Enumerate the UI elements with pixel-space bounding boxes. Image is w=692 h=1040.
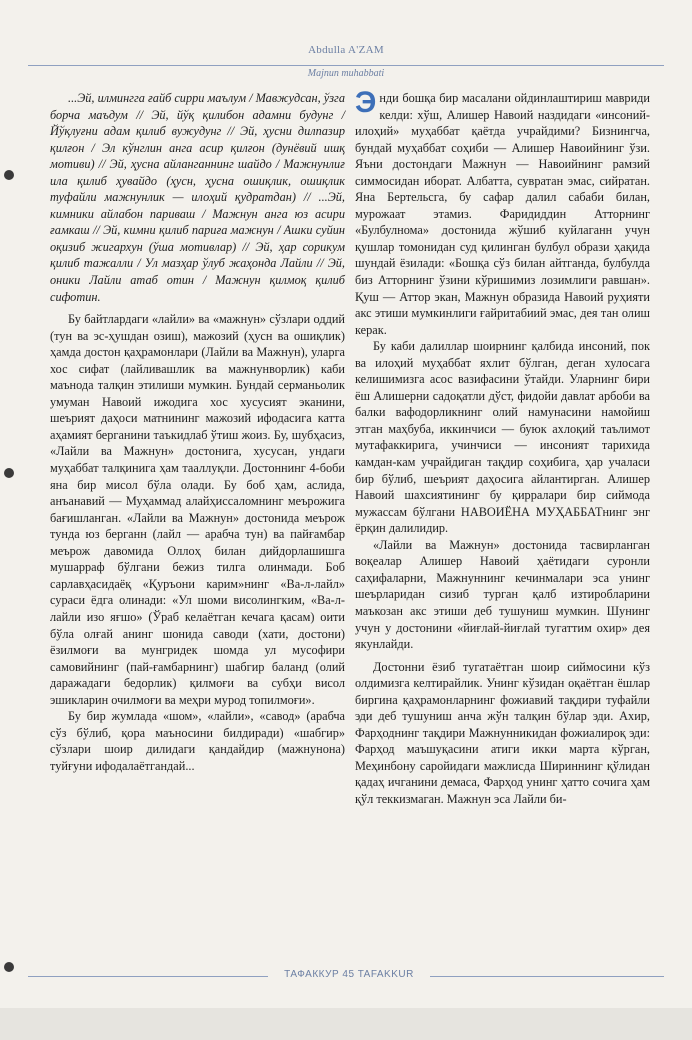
punch-hole-icon xyxy=(4,962,14,972)
paragraph-text: нди бошқа бир масалани ойдинлаштириш мавриди келди: хўш, Алишер Навоий наздидаги «инсоний-илоҳий» муҳаббат қаётда учрайдими? Бизнингча, бундай муҳаббат соҳиби — Алишер Навоийнинг ўзи. Яъни достондаги Мажнун — Навоийнинг рамзий симмосидан иборат. Албатта, сувратан эмас, сийратан. Яна Бертельсга, бу сафар далил сабаби билан, мурожаат этамиз. Фаридиддин Атторнинг «Булбулнома» достонида жўшиб куйлаганн учун қушлар томонидан суд қилинган булбул образи ҳақида шундай ёзилади: «Бошқа сўз билан айтганда, булбулда биз Атторнинг ўзини кўришимиз лозимлиги равшан». Қуш — Аттор экан, Мажнун образида Навоий руҳияти акс этиши мумкинлиги ғайритабиий эмас, дея тан олиш керак. xyxy=(355,91,650,337)
footer-rule-left xyxy=(28,976,268,977)
body-paragraph: Бу бир жумлада «шом», «лайли», «савод» (арабча сўз бўлиб, қора маъносини билдиради) «шабгир» сўзлари шоир дилидаги қандайдир (мажнунона) туйғуни ифодалаётгандай... xyxy=(50,709,345,773)
header-rule xyxy=(28,65,664,66)
running-head-subtitle: Majnun muhabbati xyxy=(307,68,385,79)
punch-hole-icon xyxy=(4,170,14,180)
body-paragraph xyxy=(355,86,650,338)
footer-page-number: ТАФАККУР 45 TAFAKKUR xyxy=(284,969,414,980)
footer-rule-right xyxy=(430,976,664,977)
body-paragraph: Бу байтлардаги «лайли» ва «мажнун» сўзлари оддий (тун ва эс-ҳушдан озиш), мажозий (ҳусн ва ошиқлик) ҳамда достон қаҳрамонлари (Лайли ва Мажнун), уларга хос сифат (лайливашлик ва мажнунворлик) каби маънода талқин этилиши мумкин. Бундай серманьолик умуман Навоий ижодига хос хусусият эканини, шеърият даҳоси матнининг мажозий ифодасига катта аҳамият берганини таъкидлаб ўтиш жоиз. Бу, шубҳасиз, «Лайли ва Мажнун» достонига, хусусан, ундаги муҳаббат талқинига ҳам тааллуқли. Достоннинг 4-боби яна бир мисол бўла олади. Бу боб ҳам, аслида, анъанавий — Муҳаммад алайҳиссаломнинг меърожига бағишланган. «Лайли ва Мажнун» достонида меърож тунда юз берганн (лайл — арабча тун) ва пайғамбар меърож давомида Оллоҳ билан дийдорлашишга мушарраф бўлгани бежиз тилга олинмади. Боб сарлавҳасидаёқ «Қуръони карим»нинг «Ва-л-лайл» сураси ёдга олинади: «Ул шоми висолингким, «Ва-л-лайли изо яғшо» (Ўраб келаётган кечага қасам) оити бўла олғай анинг шонида саводи (хати, достони) ёзилмоғи ва мунгридек шомда ул мусофири самовийнинг (пай-ғамбарнинг) шабгир баланд (олий даражадаги бедорлик) қилмоғи ва субҳи висол эшикларин очилмоғи ва меҳри мурод топилмоғи». xyxy=(50,312,345,707)
body-paragraph: Достонни ёзиб тугатаётган шоир сиймосини кўз олдимизга келтирайлик. Унинг кўзидан оқаётган ёшлар биргина қаҳрамонларнинг фожиавий тақдири туфайли эди деб тушуниш анча жўн талқин бўлар эди. Ахир, Фарҳоднинг тақдири Мажнунникидан фожиалироқ эди: Фарҳод маъшуқасини атиги икки марта кўрган, Меҳинбону саройидаги мажлисда Шириннинг қўлидан қадаҳ ичганини демаса, Фарҳод унинг ҳатто сочига ҳам қўл теккизмаган. Мажнун эса Лайли би- xyxy=(355,659,650,806)
running-head-author: Abdulla A'ZAM xyxy=(308,44,384,56)
left-column xyxy=(50,90,345,774)
body-paragraph: «Лайли ва Мажнун» достонида тасвирланган воқеалар Алишер Навоий ҳаётидаги суронли саҳифаларни, Мажнуннинг кечинмалари эса унинг шеърларидан сизиб турган қалб изтиробларини маъкозан акс этиши деб тушуниш мумкин. Шунинг учун у достонини «йиғлай-йиғлай тугаттим охир» дея якунлайди. xyxy=(355,537,650,652)
page-bottom-margin xyxy=(0,1008,692,1040)
body-paragraph: Бу каби далиллар шоирнинг қалбида инсоний, пок ва илоҳий муҳаббат яхлит бўлган, деган хулосага келишимизга асос вазифасини ўтайди. Уларнинг бири ёш Алишерни садоқатли дўст, фидойи давлат арбоби ва балки вафодорликнинг олий намунасини намойиш этган маҳбуба, иккинчиси — буюк ахлоқий таълимот мутафаккирига, учинчиси — инсоният тарихида камдан-кам учрайдиган тақдир соҳибига, ҳар учаласи бир бўлиб, шеърият даҳосига айлантирган. Алишер Навоий шахсиятининг бу қирралари бир сиймода мужассам бўлгани НАВОИЁНА МУҲАББАТнинг энг ёрқин далилидир. xyxy=(355,339,650,536)
poem-quote: ...Эй, илмингга ғайб сирри маълум / Мавжудсан, ўзга борча маъдум // Эй, йўқ қилибон адамни будунг / Йўқлуғни адам қилиб вужудунг // Эй, ҳусни дилпазир қилғон / Эл кўнглин анга асир қилғон (дунёвий ишқ мотиви) // Эй, ҳусна айланганнинг шайдо / Мажнунлиғ ила қилиб ҳувайдо (ҳусн, ҳусна ошиқлик, ошиқлик туфайли мажнунлик — илоҳий қудратдан) // ...Эй, кимники айлабон париваш / Мажнун анга юз асири ғамкаш // Эй, кимни қилиб париға мажнун / Ашки суйин оқизиб жигархун (ўша мотивлар) // Эй, ҳар сорикум қилиб тажалли / Ул мазҳар ўлуб жаҳонда Лайли // Эй, оники Лайли атаб отин / Мажнун қилмоқ қилиб сифотин. xyxy=(50,91,345,304)
drop-cap: Э xyxy=(355,86,377,119)
right-column xyxy=(355,86,650,808)
punch-hole-icon xyxy=(4,468,14,478)
